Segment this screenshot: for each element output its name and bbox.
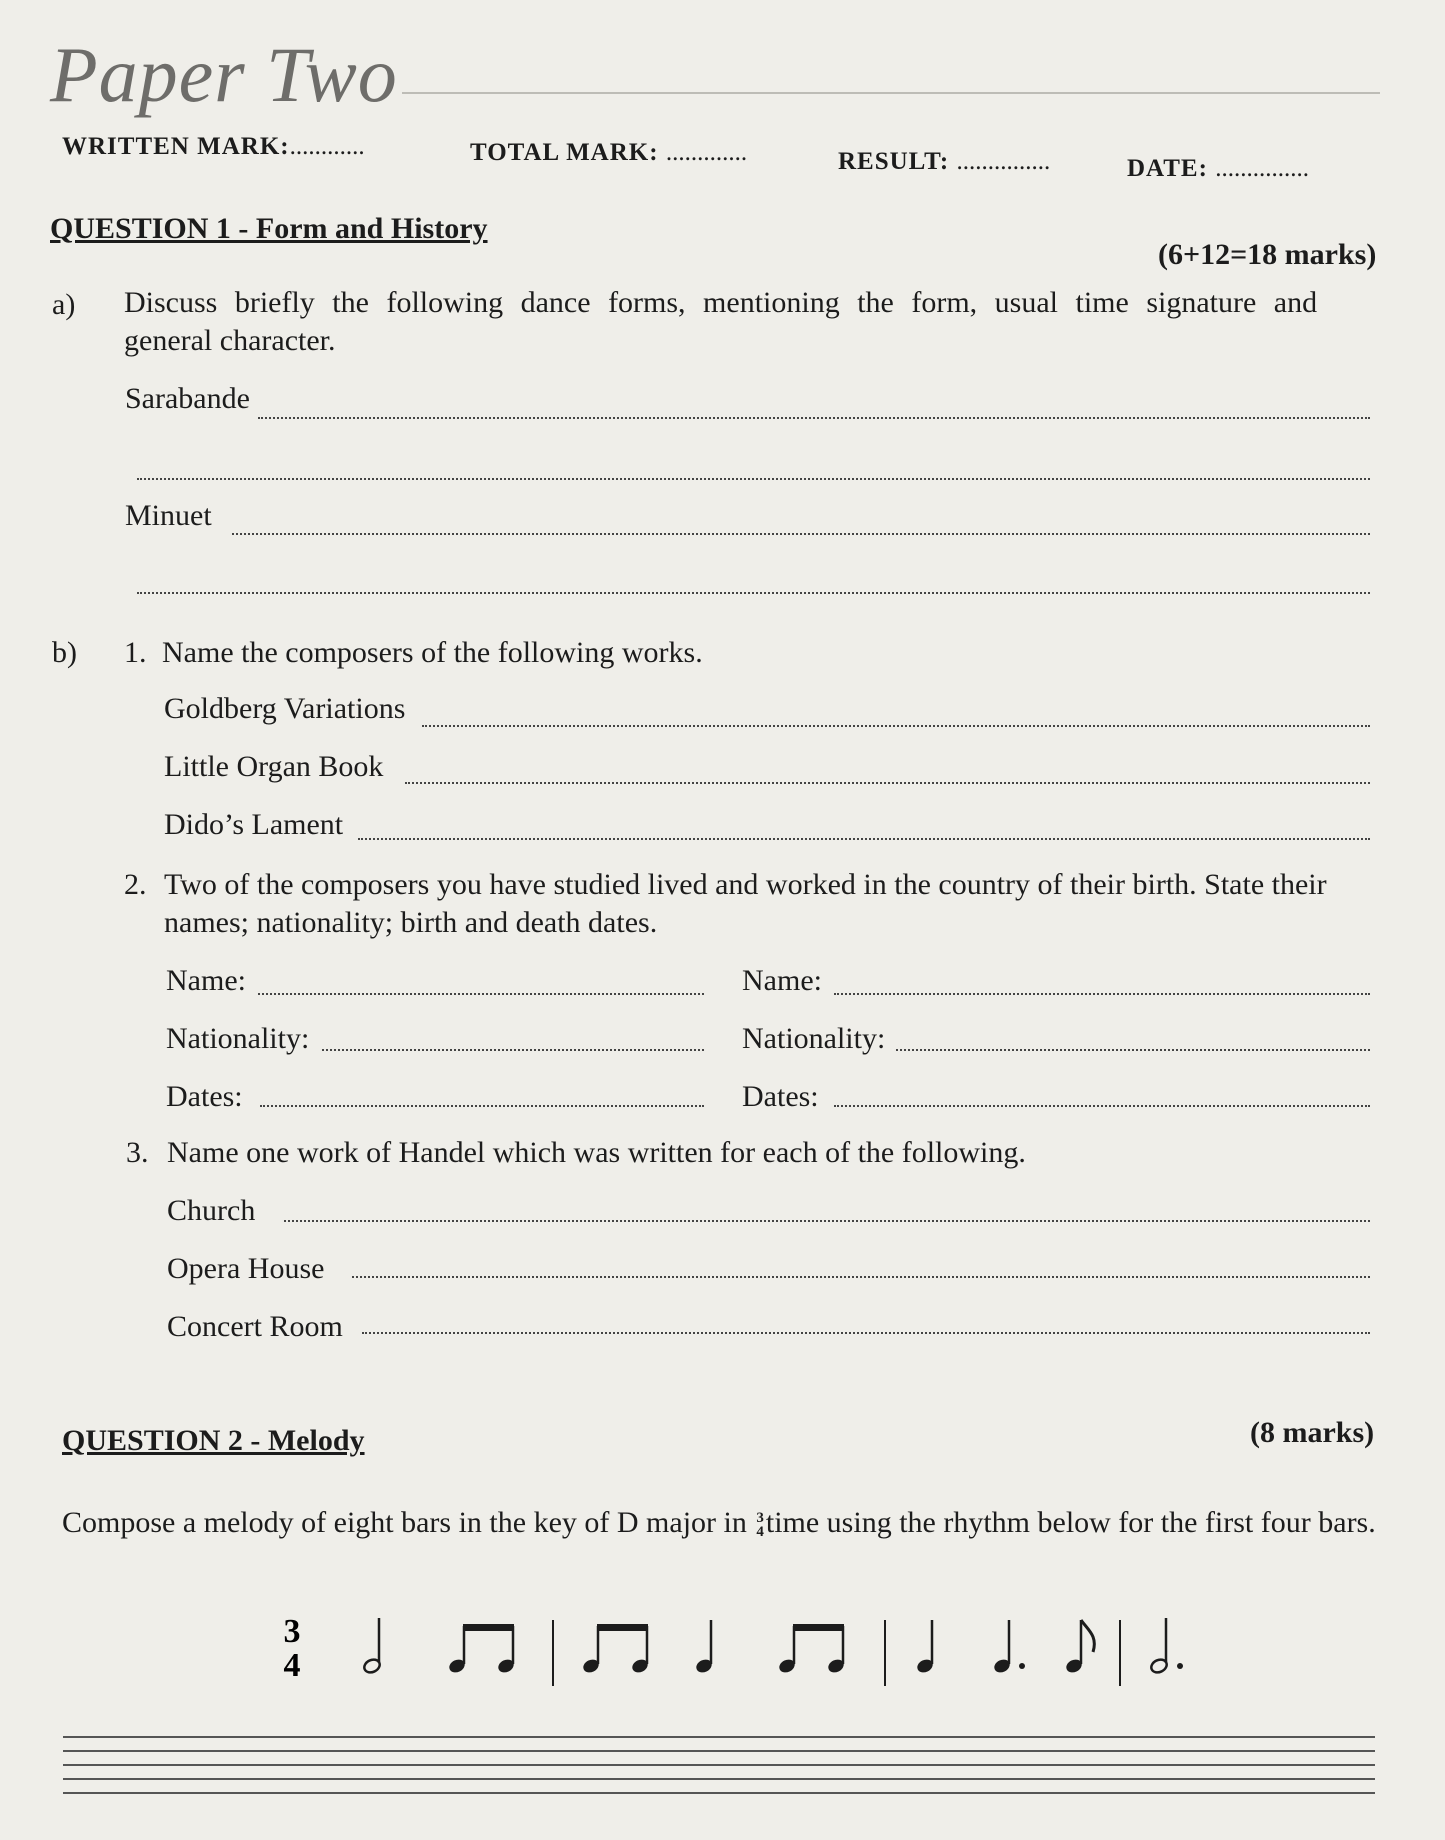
inline-time-sig-bottom: 4 [756,1524,764,1541]
work-goldberg-answer[interactable] [422,725,1370,727]
venue-church-label: Church [167,1194,256,1227]
work-organ-book-answer[interactable] [405,782,1370,784]
q2-text-before: Compose a melody of eight bars in the key of D major in [62,1506,747,1539]
staff-line [63,1778,1375,1780]
quarter-note [915,1620,935,1675]
beamed-eighth-pair [581,1624,650,1675]
venue-opera-label: Opera House [167,1252,325,1285]
name-label-left: Name: [166,964,246,997]
half-note [362,1618,382,1675]
question-1-heading: QUESTION 1 - Form and History [50,212,488,245]
question-1-marks: (6+12=18 marks) [1158,238,1377,271]
date-field[interactable]: ............... [1215,155,1309,182]
dotted-quarter-note [992,1620,1025,1675]
nationality-answer-right[interactable] [896,1049,1370,1051]
part-b-label: b) [52,636,77,669]
name-answer-left[interactable] [258,993,704,995]
result-field[interactable]: ............... [956,148,1051,175]
inline-time-signature [756,1511,764,1539]
minuet-label: Minuet [125,499,212,532]
b1-text: Name the composers of the following works. [162,636,703,669]
total-mark-label: TOTAL MARK: [470,139,659,166]
part-a-text-line1: Discuss briefly the following dance forms, mentioning the form, usual time signature and [124,286,1318,319]
venue-church-answer[interactable] [284,1220,1370,1222]
dates-label-left: Dates: [166,1080,243,1113]
total-mark-field[interactable]: ............. [665,139,748,166]
question-2-heading: QUESTION 2 - Melody [62,1424,365,1457]
part-a-label: a) [52,288,76,321]
work-organ-book-label: Little Organ Book [164,750,384,783]
b2-text-line2: names; nationality; birth and death dates. [164,906,658,939]
name-label-right: Name: [742,964,822,997]
rhythm-time-sig-bottom: 4 [283,1647,301,1684]
dates-answer-left[interactable] [260,1105,704,1107]
venue-concert-label: Concert Room [167,1310,343,1343]
minuet-answer-line-2[interactable] [137,592,1370,594]
inline-time-sig-top: 3 [756,1510,764,1527]
result [838,148,1050,176]
q2-text-after: time using the rhythm below for the first four bars. [765,1506,1376,1539]
work-dido-answer[interactable] [358,838,1370,840]
eighth-note [1064,1620,1094,1675]
question-2-text [62,1506,1376,1540]
rhythm-notation [280,1600,1230,1700]
name-answer-right[interactable] [834,993,1370,995]
question-2-marks: (8 marks) [1250,1416,1375,1449]
minuet-answer-line-1[interactable] [232,533,1370,535]
date-label: DATE: [1127,155,1208,182]
venue-concert-answer[interactable] [362,1332,1370,1334]
part-a-text-line2: general character. [124,324,336,357]
b1-number: 1. [124,636,147,669]
nationality-label-right: Nationality: [742,1022,886,1055]
dates-answer-right[interactable] [834,1105,1370,1107]
beamed-eighth-pair [777,1624,846,1675]
date [1127,155,1309,183]
b2-text-line1: Two of the composers you have studied lived and worked in the country of their birth. State their [164,868,1327,901]
written-mark-field[interactable]: ............ [289,133,365,160]
dates-label-right: Dates: [742,1080,819,1113]
sarabande-label: Sarabande [125,382,250,415]
staff-line [63,1750,1375,1752]
quarter-note [694,1620,714,1675]
written-mark [62,133,365,161]
rhythm-time-sig-top: 3 [283,1613,301,1650]
staff-line [63,1792,1375,1794]
nationality-label-left: Nationality: [166,1022,310,1055]
nationality-answer-left[interactable] [322,1049,704,1051]
sarabande-answer-line-1[interactable] [258,417,1370,419]
b3-number: 3. [126,1136,149,1169]
written-mark-label: WRITTEN MARK: [62,133,290,160]
venue-opera-answer[interactable] [352,1276,1370,1278]
page-title: Paper Two [50,31,398,118]
beamed-eighth-pair [447,1624,516,1675]
sarabande-answer-line-2[interactable] [137,478,1370,480]
work-goldberg-label: Goldberg Variations [164,692,406,725]
result-label: RESULT: [838,148,950,175]
staff-line [63,1764,1375,1766]
b3-text: Name one work of Handel which was written for each of the following. [167,1136,1026,1169]
title-rule [402,92,1380,94]
b2-number: 2. [124,868,147,901]
total-mark [470,139,747,167]
work-dido-label: Dido’s Lament [164,808,344,841]
staff-line [63,1736,1375,1738]
dotted-half-note [1149,1618,1183,1675]
